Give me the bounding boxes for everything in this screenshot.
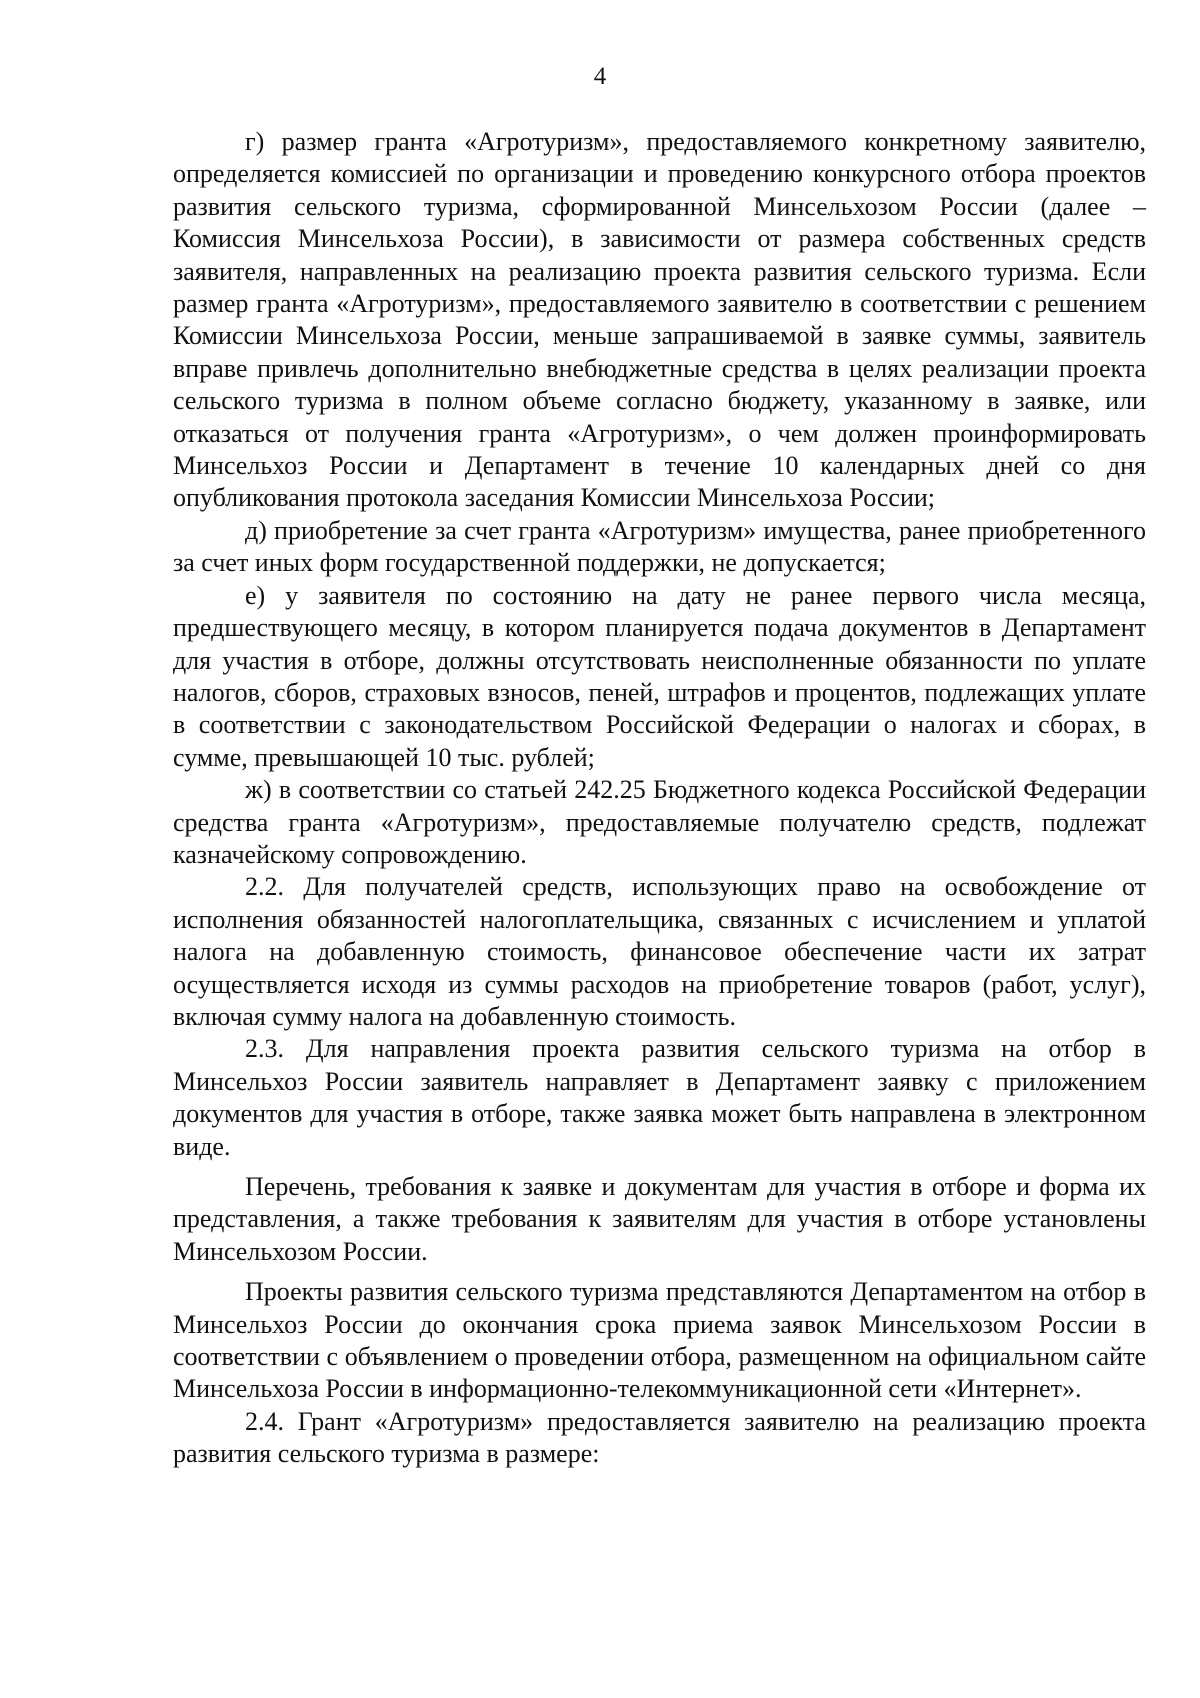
- paragraph-clause-2-3: 2.3. Для направления проекта развития сельского туризма на отбор в Минсельхоз России заявитель направляет в Департамент заявку с приложением документов для участия в отборе, также заявка может быть направлена в электронном виде.: [173, 1034, 1146, 1161]
- paragraph-item-g: г) размер гранта «Агротуризм», предоставляемого конкретному заявителю, определяется комиссией по организации и проведению конкурсного отбора проектов развития сельского туризма, сформированной Минсельхозом России (далее – Комиссия Минсельхоза России), в зависимости от размера собственных средств заявителя, направленных на реализацию проекта развития сельского туризма. Если размер гранта «Агротуризм», предоставляемого заявителю в соответствии с решением Комиссии Минсельхоза России, меньше запрашиваемой в заявке суммы, заявитель вправе привлечь дополнительно внебюджетные средства в целях реализации проекта сельского туризма в полном объеме согласно бюджету, указанному в заявке, или отказаться от получения гранта «Агротуризм», о чем должен проинформировать Минсельхоз России и Департамент в течение 10 календарных дней со дня опубликования протокола заседания Комиссии Минсельхоза России;: [173, 127, 1146, 513]
- page-number: 4: [593, 63, 607, 90]
- paragraph-clause-2-2: 2.2. Для получателей средств, использующих право на освобождение от исполнения обязанностей налогоплательщика, связанных с исчислением и уплатой налога на добавленную стоимость, финансовое обеспечение части их затрат осуществляется исходя из суммы расходов на приобретение товаров (работ, услуг), включая сумму налога на добавленную стоимость.: [173, 872, 1146, 1031]
- document-body: [173, 126, 1146, 1471]
- paragraph-clause-2-4: 2.4. Грант «Агротуризм» предоставляется заявителю на реализацию проекта развития сельского туризма в размере:: [173, 1406, 1146, 1469]
- paragraph-projects-submission: Проекты развития сельского туризма представляются Департаментом на отбор в Минсельхоз России до окончания срока приема заявок Минсельхозом России в соответствии с объявлением о проведении отбора, размещенном на официальном сайте Минсельхоза России в информационно-телекоммуникационной сети «Интернет».: [173, 1277, 1146, 1404]
- paragraph-item-zh: ж) в соответствии со статьей 242.25 Бюджетного кодекса Российской Федерации средства гранта «Агротуризм», предоставляемые получателю средств, подлежат казначейскому сопровождению.: [173, 775, 1146, 869]
- paragraph-documents-list: Перечень, требования к заявке и документам для участия в отборе и форма их представления, а также требования к заявителям для участия в отборе установлены Минсельхозом России.: [173, 1172, 1146, 1266]
- paragraph-item-d: д) приобретение за счет гранта «Агротуризм» имущества, ранее приобретенного за счет иных форм государственной поддержки, не допускается;: [173, 515, 1146, 578]
- paragraph-item-e: е) у заявителя по состоянию на дату не ранее первого числа месяца, предшествующего месяцу, в котором планируется подача документов в Департамент для участия в отборе, должны отсутствовать неисполненные обязанности по уплате налогов, сборов, страховых взносов, пеней, штрафов и процентов, подлежащих уплате в соответствии с законодательством Российской Федерации о налогах и сборах, в сумме, превышающей 10 тыс. рублей;: [173, 580, 1146, 772]
